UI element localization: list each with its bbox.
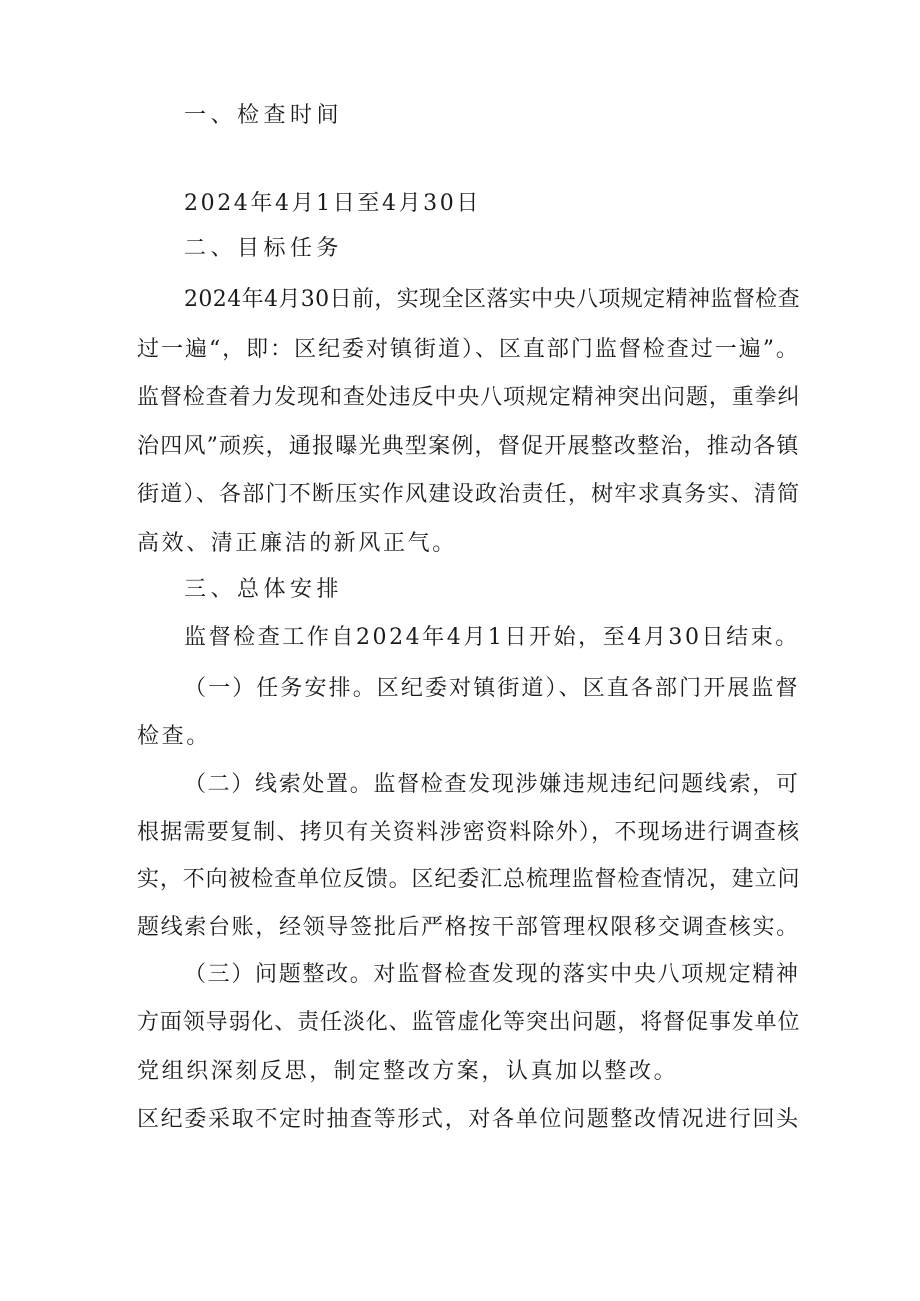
item-1-line: 检查。: [137, 724, 211, 749]
item-3-line: 党组织深刻反思，制定整改方案，认真加以整改。: [137, 1059, 679, 1084]
section-heading-3: 三、总体安排: [184, 577, 344, 602]
paragraph-line: 高效、清正廉洁的新风正气。: [137, 531, 457, 556]
item-1-line: （一）任务安排。区纪委对镇街道）、区直各部门开展监督: [184, 676, 800, 701]
item-3-line: 方面领导弱化、责任淡化、监管虚化等突出问题，将督促事发单位: [137, 1010, 801, 1035]
section-heading-2: 二、目标任务: [184, 236, 344, 261]
item-2-line: 实，不向被检查单位反馈。区纪委汇总梳理监督检查情况，建立问: [137, 867, 801, 892]
paragraph-line: 过一遍“，即：区纪委对镇街道）、区直部门监督检查过一遍”。: [137, 337, 800, 362]
paragraph-line: 监督检查着力发现和查处违反中央八项规定精神突出问题，重拳纠: [137, 385, 801, 410]
section-heading-1: 一、检查时间: [184, 103, 344, 128]
schedule-intro-line: 监督检查工作自2024年4月1日开始，至4月30日结束。: [184, 625, 800, 650]
paragraph-line: 街道）、各部门不断压实作风建设政治责任，树牢求真务实、清简: [137, 482, 801, 507]
item-2-line: 题线索台账，经领导签批后严格按干部管理权限移交调查核实。: [137, 915, 800, 940]
inspection-date-line: 2024年4月1日至4月30日: [184, 191, 481, 216]
item-2-line: 根据需要复制、拷贝有关资料涉密资料除外），不现场进行调查核: [137, 820, 801, 845]
item-2-line: （二）线索处置。监督检查发现涉嫌违规违纪问题线索，可: [184, 772, 800, 797]
item-3-line: （三）问题整改。对监督检查发现的落实中央八项规定精神: [184, 962, 800, 987]
paragraph-line: 治四风”顽疾，通报曝光典型案例，督促开展整改整治，推动各镇: [137, 434, 800, 459]
item-3-line: 区纪委采取不定时抽查等形式，对各单位问题整改情况进行回头: [137, 1107, 800, 1132]
paragraph-line: 2024年4月30日前，实现全区落实中央八项规定精神监督检查: [184, 287, 800, 312]
